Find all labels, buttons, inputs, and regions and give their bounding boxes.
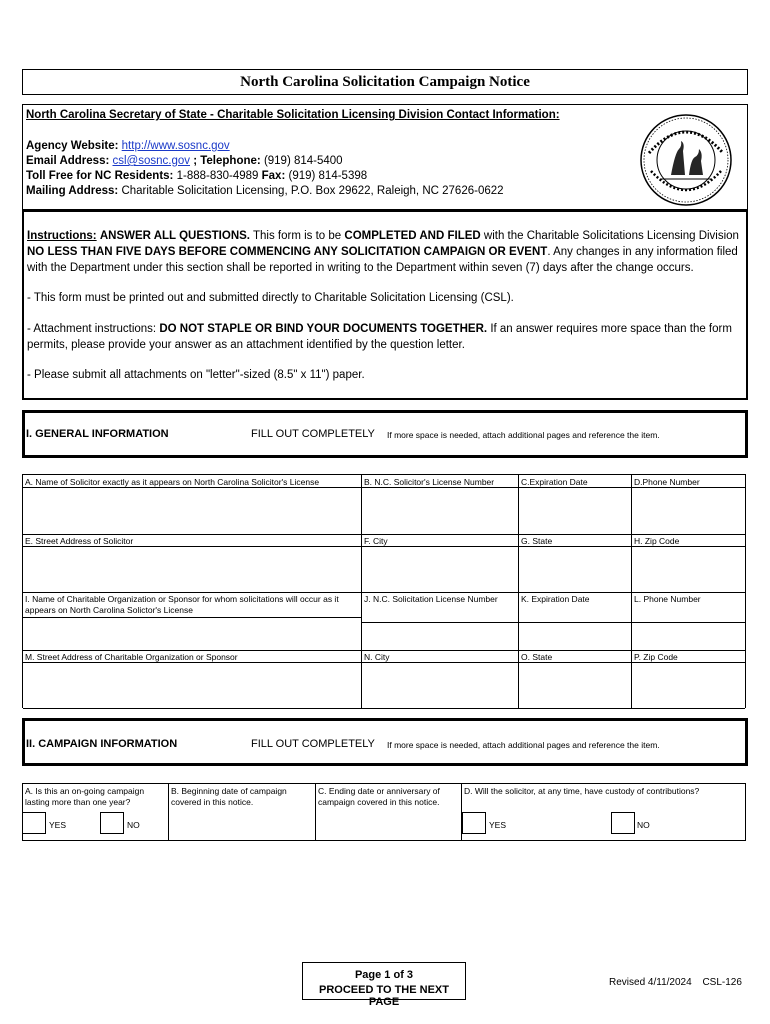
state-seal-icon bbox=[639, 113, 733, 207]
field-a-input[interactable] bbox=[23, 488, 361, 534]
email-link[interactable]: csl@sosnc.gov bbox=[112, 155, 191, 167]
instructions-text-1: This form is to be bbox=[253, 230, 342, 242]
instructions-bold-2: COMPLETED AND FILED bbox=[344, 230, 481, 242]
field-p-input[interactable] bbox=[632, 663, 745, 708]
tollfree-value: 1-888-830-4989 bbox=[176, 170, 259, 182]
instructions-text-3: . Any changes in any information filed with the Department under this section shall be reported in writing to the Department within seven (7) days after the change occurs. bbox=[27, 246, 738, 274]
field-k-input[interactable] bbox=[519, 623, 631, 650]
mailing-value: Charitable Solicitation Licensing, P.O. Box 29622, Raleigh, NC 27626-0622 bbox=[121, 185, 504, 197]
instructions-bold-3: NO LESS THAN FIVE DAYS BEFORE COMMENCING ANY SOLICITATION CAMPAIGN OR EVENT bbox=[27, 246, 548, 258]
campaign-a-yes-label: YES bbox=[49, 820, 67, 830]
field-e-input[interactable] bbox=[23, 547, 361, 592]
field-k-label: K. Expiration Date bbox=[521, 594, 590, 604]
instructions-text-2: with the Charitable Solicitations Licensing Division bbox=[483, 230, 739, 242]
instructions-bold-1: ANSWER ALL QUESTIONS. bbox=[99, 230, 250, 242]
revised-date: Revised 4/11/2024 bbox=[609, 977, 692, 988]
section-2-header bbox=[22, 718, 748, 766]
custody-yes-checkbox[interactable] bbox=[462, 812, 486, 834]
field-g-label: G. State bbox=[521, 536, 553, 546]
field-m-label: M. Street Address of Charitable Organization or Sponsor bbox=[25, 652, 238, 662]
website-link[interactable]: http://www.sosnc.gov bbox=[121, 140, 230, 152]
custody-yes-label: YES bbox=[489, 820, 507, 830]
field-o-input[interactable] bbox=[519, 663, 631, 708]
fax-label: Fax: bbox=[261, 170, 286, 182]
form-id: CSL-126 bbox=[702, 977, 742, 988]
general-info-grid bbox=[22, 474, 746, 708]
field-h-input[interactable] bbox=[632, 547, 745, 592]
telephone-value: (919) 814-5400 bbox=[263, 155, 343, 167]
campaign-a-no-checkbox[interactable] bbox=[100, 812, 124, 834]
telephone-label: ; Telephone: bbox=[193, 155, 261, 167]
mailing-label: Mailing Address: bbox=[26, 185, 119, 197]
campaign-a-no-label: NO bbox=[127, 820, 140, 830]
instructions-paragraph-3 bbox=[27, 321, 739, 353]
section-2-fill: FILL OUT COMPLETELY bbox=[251, 738, 375, 750]
website-label: Agency Website: bbox=[26, 140, 119, 152]
field-p-label: P. Zip Code bbox=[634, 652, 678, 662]
campaign-a-yes-checkbox[interactable] bbox=[22, 812, 46, 834]
attachment-bold: DO NOT STAPLE OR BIND YOUR DOCUMENTS TOGETHER. bbox=[159, 323, 488, 335]
instructions-box bbox=[22, 210, 748, 400]
custody-no-checkbox[interactable] bbox=[611, 812, 635, 834]
field-e-label: E. Street Address of Solicitor bbox=[25, 536, 134, 546]
page-footer-box bbox=[302, 962, 466, 1008]
campaign-b-label: B. Beginning date of campaign covered in this notice. bbox=[171, 786, 287, 807]
instructions-lead: Instructions: bbox=[27, 230, 97, 242]
instructions-paragraph-2: - This form must be printed out and submitted directly to Charitable Solicitation Licensing (CSL). bbox=[27, 292, 514, 304]
contact-heading: North Carolina Secretary of State - Charitable Solicitation Licensing Division Contact Information: bbox=[26, 109, 560, 121]
section-2-note: If more space is needed, attach additional pages and reference the item. bbox=[387, 740, 660, 750]
tollfree-label: Toll Free for NC Residents: bbox=[26, 170, 174, 182]
field-f-label: F. City bbox=[364, 536, 388, 546]
field-d-input[interactable] bbox=[632, 488, 745, 534]
field-f-input[interactable] bbox=[362, 547, 518, 592]
contact-info-box bbox=[22, 104, 748, 210]
field-j-label: J. N.C. Solicitation License Number bbox=[364, 594, 498, 604]
custody-no-label: NO bbox=[637, 820, 650, 830]
field-i-input[interactable] bbox=[23, 618, 361, 650]
campaign-a-label: A. Is this an on-going campaign lasting more than one year? bbox=[25, 786, 145, 807]
section-1-note: If more space is needed, attach additional pages and reference the item. bbox=[387, 430, 660, 440]
attachment-text: If an answer requires more space than the form permits, please provide your answer as an attachment identified by the question letter. bbox=[27, 323, 732, 351]
field-c-input[interactable] bbox=[519, 488, 631, 534]
campaign-b-input[interactable] bbox=[169, 808, 315, 841]
form-title: North Carolina Solicitation Campaign Notice bbox=[22, 69, 748, 95]
revision-info bbox=[609, 977, 742, 988]
fax-value: (919) 814-5398 bbox=[288, 170, 368, 182]
field-g-input[interactable] bbox=[519, 547, 631, 592]
field-j-input[interactable] bbox=[362, 623, 518, 650]
section-1-title: I. GENERAL INFORMATION bbox=[26, 428, 169, 440]
proceed-note: PROCEED TO THE NEXT PAGE bbox=[319, 984, 449, 1008]
email-label: Email Address: bbox=[26, 155, 110, 167]
section-1-header bbox=[22, 410, 748, 458]
section-2-title: II. CAMPAIGN INFORMATION bbox=[26, 738, 178, 750]
field-b-label: B. N.C. Solicitor's License Number bbox=[364, 477, 495, 487]
field-n-label: N. City bbox=[364, 652, 390, 662]
section-1-fill: FILL OUT COMPLETELY bbox=[251, 428, 375, 440]
campaign-c-label: C. Ending date or anniversary of campaign covered in this notice. bbox=[318, 786, 440, 807]
attachment-lead: - Attachment instructions: bbox=[27, 323, 157, 335]
field-b-input[interactable] bbox=[362, 488, 518, 534]
field-l-input[interactable] bbox=[632, 623, 745, 650]
field-d-label: D.Phone Number bbox=[634, 477, 700, 487]
campaign-info-grid bbox=[22, 783, 746, 841]
field-a-label: A. Name of Solicitor exactly as it appears on North Carolina Solicitor's License bbox=[25, 477, 320, 487]
page-number: Page 1 of 3 bbox=[354, 969, 414, 981]
campaign-d-label: D. Will the solicitor, at any time, have custody of contributions? bbox=[464, 786, 700, 796]
field-n-input[interactable] bbox=[362, 663, 518, 708]
field-o-label: O. State bbox=[521, 652, 553, 662]
instructions-paragraph-4: - Please submit all attachments on "letter"-sized (8.5" x 11") paper. bbox=[27, 369, 365, 381]
field-m-input[interactable] bbox=[23, 663, 361, 708]
instructions-paragraph-1 bbox=[27, 228, 739, 276]
field-l-label: L. Phone Number bbox=[634, 594, 701, 604]
field-h-label: H. Zip Code bbox=[634, 536, 680, 546]
campaign-c-input[interactable] bbox=[316, 808, 461, 841]
field-c-label: C.Expiration Date bbox=[521, 477, 588, 487]
field-i-label: I. Name of Charitable Organization or Sponsor for whom solicitations will occur as it appears on North Carolina Solictor's License bbox=[25, 594, 339, 615]
